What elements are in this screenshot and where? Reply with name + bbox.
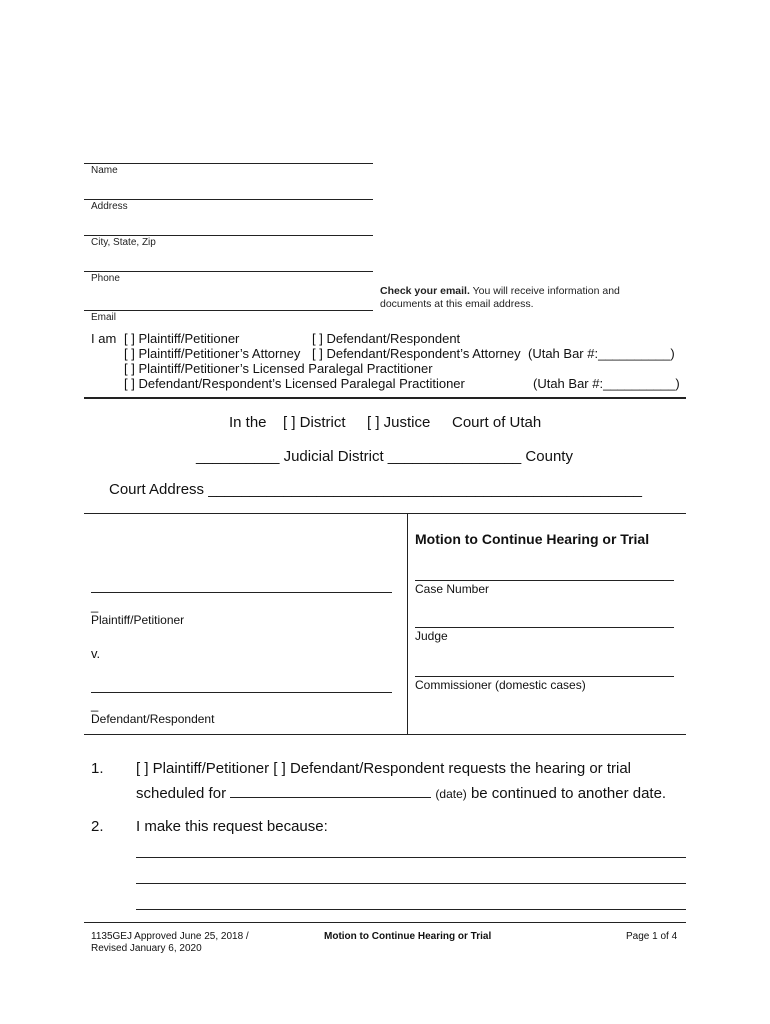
caption-center-divider [407,513,408,734]
footer-page-number: Page 1 of 4 [626,931,678,942]
email-label: Email [91,312,117,323]
defendant-underscore: _ [91,697,99,712]
utah-bar-2: (Utah Bar #:__________) [533,376,680,391]
caption-top-border [84,513,686,514]
versus-label: v. [91,646,101,661]
iam-opt-plaintiff-attorney[interactable]: [ ] Plaintiff/Petitioner’s Attorney [124,346,301,361]
defendant-name-line [91,692,392,693]
court-address-line[interactable]: Court Address ____________________________________________________ [109,481,643,498]
reason-line-1[interactable] [136,857,686,858]
iam-label: I am [91,331,117,346]
judicial-district-line[interactable]: __________ Judicial District ________________ County [196,448,573,465]
court-district-option[interactable]: [ ] District [283,414,346,431]
judge-label: Judge [415,629,448,643]
address-label: Address [91,201,128,212]
footer-divider [84,922,686,923]
city-label: City, State, Zip [91,237,156,248]
item-1-line-2 [136,785,666,802]
footer-title: Motion to Continue Hearing or Trial [324,931,492,942]
item-2-text: I make this request because: [136,818,328,835]
name-label: Name [91,165,118,176]
check-email-note [380,285,620,311]
document-title: Motion to Continue Hearing or Trial [415,531,650,547]
iam-divider [84,397,686,399]
commissioner-label: Commissioner (domestic cases) [415,678,586,692]
caption-bottom-border [84,734,686,735]
name-line [84,163,373,164]
check-email-bold: Check your email. [380,285,470,297]
footer-form-id-line2: Revised January 6, 2020 [91,943,202,954]
iam-opt-defendant-lpp[interactable]: [ ] Defendant/Respondent’s Licensed Paralegal Practitioner [124,376,465,391]
city-line [84,235,373,236]
date-label: (date) [435,787,467,801]
address-line [84,199,373,200]
item-1-number: 1. [91,760,104,777]
court-of-utah: Court of Utah [452,414,542,431]
email-line [84,310,373,311]
date-field[interactable] [230,785,431,798]
plaintiff-name-line [91,592,392,593]
reason-line-2[interactable] [136,883,686,884]
utah-bar-1: (Utah Bar #:__________) [528,346,675,361]
phone-line [84,271,373,272]
court-in-the: In the [229,414,267,431]
phone-label: Phone [91,273,120,284]
check-email-line2: documents at this email address. [380,298,534,310]
continued-text: be continued to another date. [470,785,667,802]
court-justice-option[interactable]: [ ] Justice [367,414,431,431]
plaintiff-underscore: _ [91,598,99,613]
iam-opt-defendant[interactable]: [ ] Defendant/Respondent [312,331,461,346]
scheduled-for-text: scheduled for [136,785,227,802]
reason-line-3[interactable] [136,909,686,910]
footer-form-id [91,931,249,955]
case-number-line [415,580,674,581]
judge-line [415,627,674,628]
footer-form-id-line1: 1135GEJ Approved June 25, 2018 / [91,931,249,942]
iam-opt-plaintiff[interactable]: [ ] Plaintiff/Petitioner [124,331,240,346]
defendant-label: Defendant/Respondent [91,712,215,726]
iam-opt-defendant-attorney[interactable]: [ ] Defendant/Respondent’s Attorney [312,346,521,361]
item-2-number: 2. [91,818,104,835]
check-email-rest: You will receive information and [469,285,620,297]
item-1-line-1[interactable]: [ ] Plaintiff/Petitioner [ ] Defendant/Respondent requests the hearing or trial [136,760,632,777]
iam-opt-plaintiff-lpp[interactable]: [ ] Plaintiff/Petitioner’s Licensed Paralegal Practitioner [124,361,433,376]
case-number-label: Case Number [415,582,490,596]
commissioner-line [415,676,674,677]
plaintiff-label: Plaintiff/Petitioner [91,613,185,627]
